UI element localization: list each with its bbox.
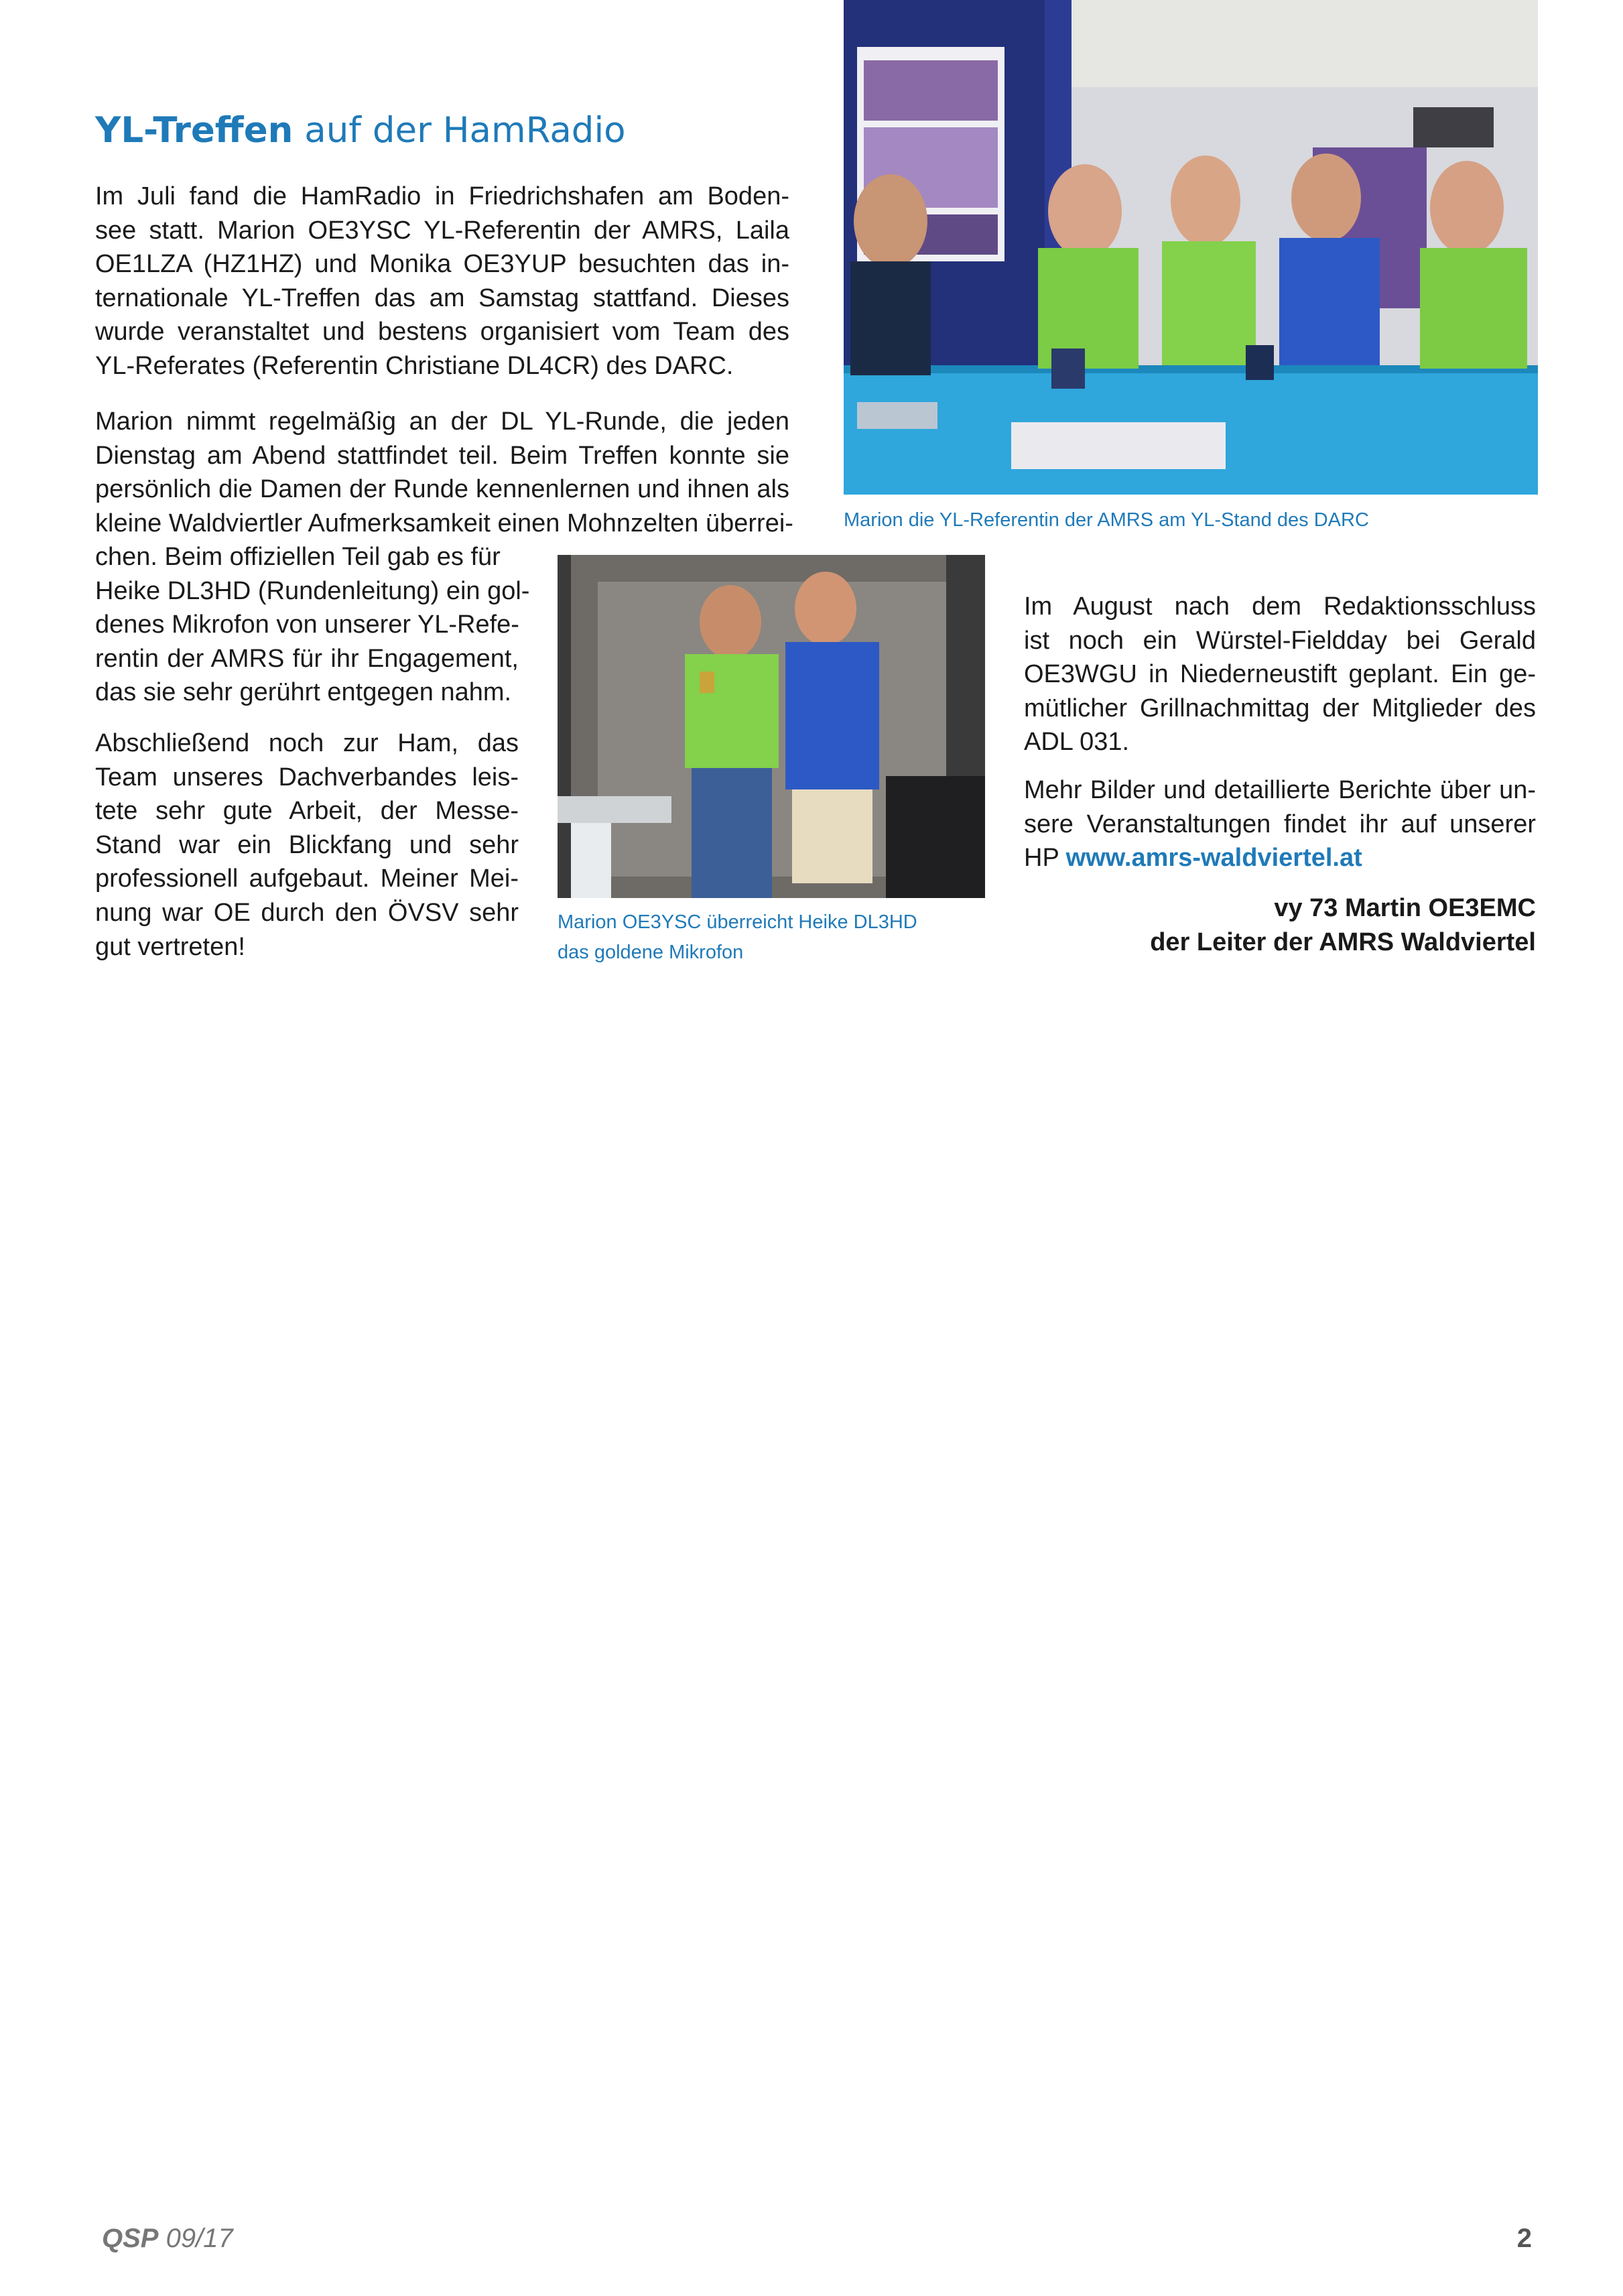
p2-line: Heike DL3HD (Rundenleitung) ein gol- — [95, 576, 530, 605]
p4-line: ADL 031. — [1024, 728, 1130, 757]
photo-golden-microphone — [558, 555, 985, 898]
p2-line: rentin der AMRS für ihr Engagement, — [95, 644, 519, 673]
signature — [1024, 891, 1536, 960]
p2-line: denes Mikrofon von unserer YL-Refe- — [95, 611, 519, 639]
photo-yl-stand-image — [844, 0, 1538, 495]
photo-yl-stand-caption: Marion die YL-Referentin der AMRS am YL-Stand des DARC — [844, 509, 1369, 531]
p4-line: mütlicher Grillnachmittag der Mitglieder des — [1024, 694, 1536, 722]
issue-number: 09/17 — [158, 2224, 233, 2253]
paragraph-2-continued — [95, 540, 530, 710]
paragraph-3 — [95, 726, 519, 964]
article-title-bold: YL-Treffen — [95, 110, 294, 151]
p1-line: see statt. Marion OE3YSC YL-Referentin der AMRS, Laila — [95, 216, 789, 245]
p1-line: YL-Referates (Referentin Christiane DL4CR) des DARC. — [95, 351, 734, 380]
paragraph-1 — [95, 180, 789, 383]
magazine-name: QSP — [102, 2224, 159, 2253]
page-number: 2 — [1516, 2224, 1532, 2253]
footer-issue — [102, 2224, 233, 2254]
photo-golden-microphone-image — [558, 555, 985, 898]
paragraph-2 — [95, 405, 793, 540]
p2-line: Dienstag am Abend stattfindet teil. Beim Treffen konnte sie — [95, 441, 789, 470]
p4-line: OE3WGU in Niederneustift geplant. Ein ge- — [1024, 660, 1536, 689]
article-title-rest: auf der HamRadio — [293, 110, 626, 151]
article-title — [95, 107, 626, 154]
p5-line: sere Veranstaltungen findet ihr auf unserer — [1024, 810, 1536, 838]
p2-line: das sie sehr gerührt entgegen nahm. — [95, 678, 512, 707]
p3-line: Abschließend noch zur Ham, das — [95, 729, 519, 757]
p4-line: Im August nach dem Redaktionsschluss — [1024, 592, 1536, 621]
p5-line-link — [1024, 841, 1536, 875]
caption-line: Marion OE3YSC überreicht Heike DL3HD — [558, 911, 917, 933]
p2-line: Marion nimmt regelmäßig an der DL YL-Runde, die jeden — [95, 407, 789, 436]
p5-line: Mehr Bilder und detaillierte Berichte über un- — [1024, 776, 1536, 804]
p3-line: tete sehr gute Arbeit, der Messe- — [95, 797, 519, 826]
p5-prefix: HP — [1024, 844, 1066, 873]
p3-line: nung war OE durch den ÖVSV sehr — [95, 898, 519, 927]
p3-line: Stand war ein Blickfang und sehr — [95, 830, 519, 859]
p2-line: persönlich die Damen der Runde kennenlernen und ihnen als — [95, 475, 789, 504]
paragraph-5 — [1024, 773, 1536, 875]
caption-line: das goldene Mikrofon — [558, 942, 744, 963]
paragraph-4 — [1024, 590, 1536, 759]
p1-line: ternationale YL-Treffen das am Samstag stattfand. Dieses — [95, 283, 789, 312]
p2-line: chen. Beim offiziellen Teil gab es für — [95, 543, 501, 571]
p2-line: kleine Waldviertler Aufmerksamkeit einen Mohnzelten überrei- — [95, 509, 793, 537]
p1-line: OE1LZA (HZ1HZ) und Monika OE3YUP besuchten das in- — [95, 250, 789, 279]
p3-line: Team unseres Dachverbandes leis- — [95, 763, 519, 791]
p1-line: wurde veranstaltet und bestens organisiert vom Team des — [95, 318, 789, 346]
p3-line: gut vertreten! — [95, 932, 245, 961]
photo-yl-stand — [844, 0, 1538, 495]
signature-line-2: der Leiter der AMRS Waldviertel — [1150, 928, 1536, 956]
p4-line: ist noch ein Würstel-Fieldday bei Gerald — [1024, 626, 1536, 655]
website-link[interactable]: www.amrs-waldviertel.at — [1065, 844, 1362, 873]
signature-line-1: vy 73 Martin OE3EMC — [1274, 894, 1536, 922]
p1-line: Im Juli fand die HamRadio in Friedrichshafen am Boden- — [95, 182, 789, 210]
p3-line: professionell aufgebaut. Meiner Mei- — [95, 865, 519, 893]
photo-golden-microphone-caption — [558, 907, 917, 968]
